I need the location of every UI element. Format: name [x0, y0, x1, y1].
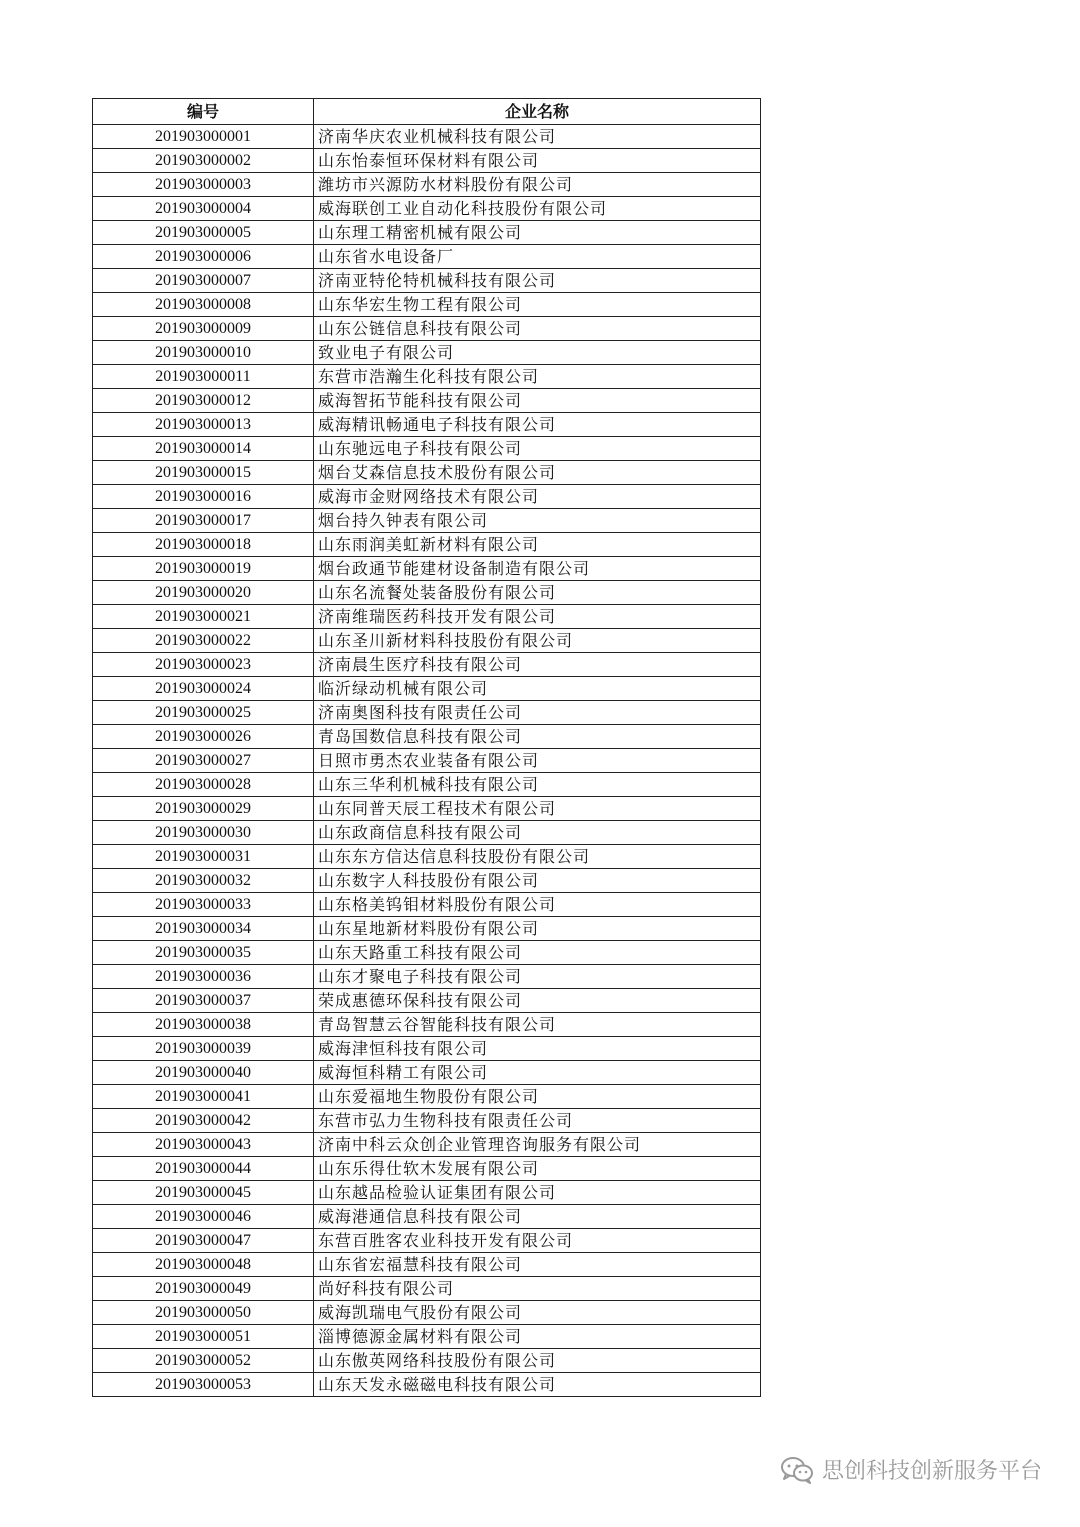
table-row	[93, 413, 761, 437]
cell-id: 201903000011	[93, 365, 314, 389]
table-row	[93, 317, 761, 341]
cell-id: 201903000006	[93, 245, 314, 269]
cell-id: 201903000030	[93, 821, 314, 845]
cell-company-name: 致业电子有限公司	[314, 341, 761, 365]
cell-id: 201903000014	[93, 437, 314, 461]
cell-id: 201903000018	[93, 533, 314, 557]
cell-id: 201903000036	[93, 965, 314, 989]
cell-company-name: 山东天路重工科技有限公司	[314, 941, 761, 965]
cell-company-name: 威海津恒科技有限公司	[314, 1037, 761, 1061]
table-row	[93, 1037, 761, 1061]
cell-company-name: 济南中科云众创企业管理咨询服务有限公司	[314, 1133, 761, 1157]
cell-id: 201903000024	[93, 677, 314, 701]
cell-company-name: 威海市金财网络技术有限公司	[314, 485, 761, 509]
cell-id: 201903000008	[93, 293, 314, 317]
cell-company-name: 山东华宏生物工程有限公司	[314, 293, 761, 317]
cell-id: 201903000028	[93, 773, 314, 797]
cell-id: 201903000034	[93, 917, 314, 941]
cell-id: 201903000027	[93, 749, 314, 773]
cell-id: 201903000025	[93, 701, 314, 725]
table-row	[93, 1301, 761, 1325]
cell-company-name: 山东驰远电子科技有限公司	[314, 437, 761, 461]
table-row	[93, 173, 761, 197]
cell-company-name: 青岛智慧云谷智能科技有限公司	[314, 1013, 761, 1037]
cell-company-name: 山东怡泰恒环保材料有限公司	[314, 149, 761, 173]
cell-company-name: 山东数字人科技股份有限公司	[314, 869, 761, 893]
table-body	[93, 125, 761, 1397]
cell-company-name: 山东雨润美虹新材料有限公司	[314, 533, 761, 557]
cell-company-name: 山东省宏福慧科技有限公司	[314, 1253, 761, 1277]
table-row	[93, 1061, 761, 1085]
table-row	[93, 1085, 761, 1109]
table-row	[93, 581, 761, 605]
table-row	[93, 1013, 761, 1037]
table-row	[93, 533, 761, 557]
header-company-name: 企业名称	[314, 99, 761, 125]
cell-id: 201903000012	[93, 389, 314, 413]
cell-company-name: 山东同普天辰工程技术有限公司	[314, 797, 761, 821]
cell-id: 201903000044	[93, 1157, 314, 1181]
cell-company-name: 山东星地新材料股份有限公司	[314, 917, 761, 941]
cell-id: 201903000021	[93, 605, 314, 629]
table-row	[93, 389, 761, 413]
cell-company-name: 日照市勇杰农业装备有限公司	[314, 749, 761, 773]
cell-company-name: 青岛国数信息科技有限公司	[314, 725, 761, 749]
cell-company-name: 荣成惠德环保科技有限公司	[314, 989, 761, 1013]
cell-company-name: 烟台艾森信息技术股份有限公司	[314, 461, 761, 485]
cell-id: 201903000045	[93, 1181, 314, 1205]
table-row	[93, 917, 761, 941]
cell-id: 201903000037	[93, 989, 314, 1013]
cell-company-name: 济南亚特伦特机械科技有限公司	[314, 269, 761, 293]
cell-company-name: 潍坊市兴源防水材料股份有限公司	[314, 173, 761, 197]
table-row	[93, 365, 761, 389]
cell-company-name: 济南奥图科技有限责任公司	[314, 701, 761, 725]
cell-id: 201903000019	[93, 557, 314, 581]
cell-id: 201903000022	[93, 629, 314, 653]
cell-id: 201903000041	[93, 1085, 314, 1109]
cell-company-name: 山东圣川新材料科技股份有限公司	[314, 629, 761, 653]
cell-id: 201903000003	[93, 173, 314, 197]
wechat-icon	[780, 1456, 814, 1484]
cell-company-name: 山东爱福地生物股份有限公司	[314, 1085, 761, 1109]
watermark	[780, 1454, 1042, 1485]
cell-company-name: 山东傲英网络科技股份有限公司	[314, 1349, 761, 1373]
cell-company-name: 威海联创工业自动化科技股份有限公司	[314, 197, 761, 221]
table-row	[93, 1157, 761, 1181]
cell-id: 201903000049	[93, 1277, 314, 1301]
cell-company-name: 山东省水电设备厂	[314, 245, 761, 269]
table-row	[93, 845, 761, 869]
header-id: 编号	[93, 99, 314, 125]
cell-id: 201903000035	[93, 941, 314, 965]
cell-company-name: 山东越品检验认证集团有限公司	[314, 1181, 761, 1205]
table-row	[93, 269, 761, 293]
cell-id: 201903000031	[93, 845, 314, 869]
cell-id: 201903000051	[93, 1325, 314, 1349]
cell-id: 201903000047	[93, 1229, 314, 1253]
table-row	[93, 485, 761, 509]
cell-id: 201903000009	[93, 317, 314, 341]
table-row	[93, 797, 761, 821]
table-row	[93, 197, 761, 221]
cell-company-name: 济南维瑞医药科技开发有限公司	[314, 605, 761, 629]
cell-id: 201903000001	[93, 125, 314, 149]
cell-id: 201903000048	[93, 1253, 314, 1277]
cell-company-name: 临沂绿动机械有限公司	[314, 677, 761, 701]
table-row	[93, 509, 761, 533]
cell-company-name: 山东名流餐处装备股份有限公司	[314, 581, 761, 605]
table-row	[93, 629, 761, 653]
table-row	[93, 1133, 761, 1157]
table-header-row	[93, 99, 761, 125]
table-row	[93, 557, 761, 581]
cell-company-name: 山东三华利机械科技有限公司	[314, 773, 761, 797]
cell-company-name: 东营市弘力生物科技有限责任公司	[314, 1109, 761, 1133]
table-row	[93, 461, 761, 485]
cell-id: 201903000029	[93, 797, 314, 821]
cell-company-name: 山东乐得仕软木发展有限公司	[314, 1157, 761, 1181]
table-row	[93, 1205, 761, 1229]
cell-company-name: 威海港通信息科技有限公司	[314, 1205, 761, 1229]
watermark-text: 思创科技创新服务平台	[821, 1459, 1042, 1484]
cell-id: 201903000033	[93, 893, 314, 917]
table-row	[93, 1109, 761, 1133]
table-row	[93, 1325, 761, 1349]
cell-id: 201903000005	[93, 221, 314, 245]
cell-company-name: 济南晨生医疗科技有限公司	[314, 653, 761, 677]
table-row	[93, 1373, 761, 1397]
cell-company-name: 东营百胜客农业科技开发有限公司	[314, 1229, 761, 1253]
cell-id: 201903000002	[93, 149, 314, 173]
cell-company-name: 威海精讯畅通电子科技有限公司	[314, 413, 761, 437]
cell-id: 201903000032	[93, 869, 314, 893]
table-row	[93, 437, 761, 461]
table-row	[93, 821, 761, 845]
cell-id: 201903000004	[93, 197, 314, 221]
table-row	[93, 725, 761, 749]
cell-company-name: 威海恒科精工有限公司	[314, 1061, 761, 1085]
table-row	[93, 989, 761, 1013]
table-row	[93, 1253, 761, 1277]
cell-company-name: 山东理工精密机械有限公司	[314, 221, 761, 245]
company-table	[92, 98, 761, 1397]
cell-id: 201903000023	[93, 653, 314, 677]
table-row	[93, 701, 761, 725]
cell-id: 201903000013	[93, 413, 314, 437]
table-row	[93, 341, 761, 365]
cell-id: 201903000040	[93, 1061, 314, 1085]
cell-company-name: 烟台持久钟表有限公司	[314, 509, 761, 533]
cell-id: 201903000052	[93, 1349, 314, 1373]
table-row	[93, 1181, 761, 1205]
cell-company-name: 东营市浩瀚生化科技有限公司	[314, 365, 761, 389]
table-row	[93, 773, 761, 797]
cell-company-name: 山东天发永磁磁电科技有限公司	[314, 1373, 761, 1397]
cell-company-name: 山东东方信达信息科技股份有限公司	[314, 845, 761, 869]
cell-id: 201903000017	[93, 509, 314, 533]
table-row	[93, 1349, 761, 1373]
table-row	[93, 149, 761, 173]
cell-id: 201903000042	[93, 1109, 314, 1133]
cell-id: 201903000050	[93, 1301, 314, 1325]
table-row	[93, 749, 761, 773]
cell-company-name: 济南华庆农业机械科技有限公司	[314, 125, 761, 149]
table-row	[93, 221, 761, 245]
table-row	[93, 125, 761, 149]
table-row	[93, 293, 761, 317]
cell-id: 201903000007	[93, 269, 314, 293]
cell-id: 201903000043	[93, 1133, 314, 1157]
cell-id: 201903000020	[93, 581, 314, 605]
table-row	[93, 965, 761, 989]
cell-id: 201903000015	[93, 461, 314, 485]
table-row	[93, 245, 761, 269]
table-row	[93, 1277, 761, 1301]
cell-company-name: 尚好科技有限公司	[314, 1277, 761, 1301]
cell-company-name: 山东政商信息科技有限公司	[314, 821, 761, 845]
cell-id: 201903000016	[93, 485, 314, 509]
cell-company-name: 山东格美钨钼材料股份有限公司	[314, 893, 761, 917]
cell-company-name: 山东公链信息科技有限公司	[314, 317, 761, 341]
cell-id: 201903000046	[93, 1205, 314, 1229]
cell-id: 201903000010	[93, 341, 314, 365]
cell-company-name: 山东才聚电子科技有限公司	[314, 965, 761, 989]
table-row	[93, 1229, 761, 1253]
table-row	[93, 893, 761, 917]
cell-company-name: 威海智拓节能科技有限公司	[314, 389, 761, 413]
cell-id: 201903000026	[93, 725, 314, 749]
table-row	[93, 941, 761, 965]
cell-company-name: 淄博德源金属材料有限公司	[314, 1325, 761, 1349]
cell-id: 201903000038	[93, 1013, 314, 1037]
table-row	[93, 677, 761, 701]
table-row	[93, 869, 761, 893]
cell-company-name: 威海凯瑞电气股份有限公司	[314, 1301, 761, 1325]
cell-id: 201903000039	[93, 1037, 314, 1061]
table-row	[93, 605, 761, 629]
table-row	[93, 653, 761, 677]
cell-company-name: 烟台政通节能建材设备制造有限公司	[314, 557, 761, 581]
cell-id: 201903000053	[93, 1373, 314, 1397]
